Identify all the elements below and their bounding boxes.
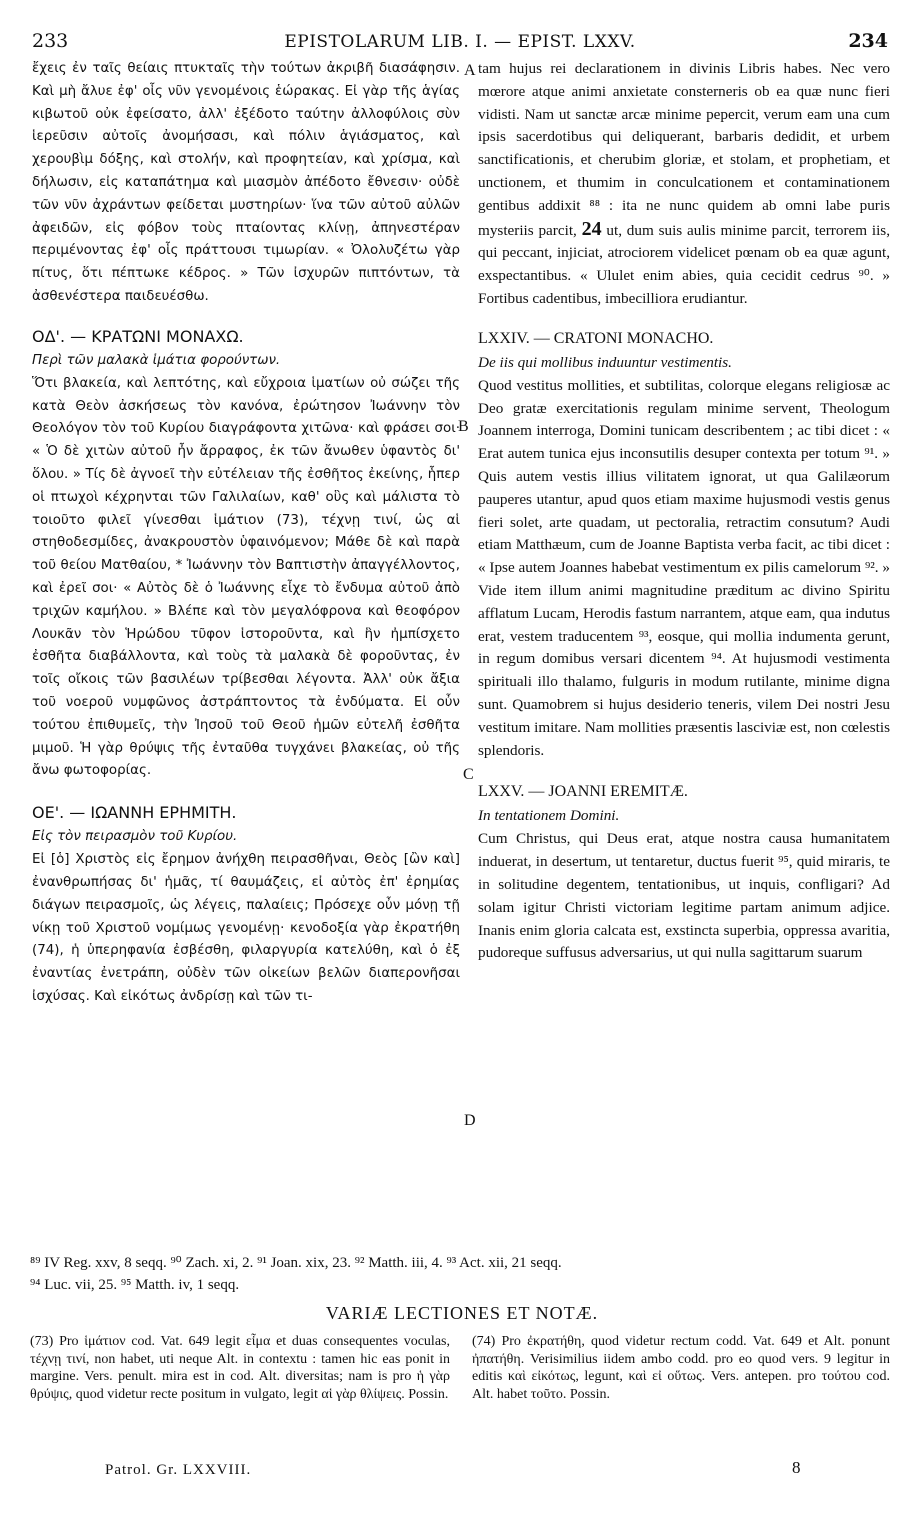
latin-letter-74: Quod vestitus mollities, et subtilitas, colorque elegans religiosæ ac Deo gratæ exercitationis regulam minime servent, Theologum Joannem interroga, Domini tunicam describentem ; ac tibi dicet : « Erat autem tunica ejus inconsutilis desuper contexta per totum ⁹¹. » Quis autem vestis illius vilitatem ignorat, ut qua Galilæorum pauperes utantur, apud quos etiam maxime hujusmodi vestis genus fieri solet, arte quadam, ut pectoralia, retractim consutum? Audi etiam Matthæum, cum de Joanne Baptista verba facit, ac tibi dicet : « Ipse autem Joannes habebat vestimentum ex pilis camelorum ⁹². » Vide item illum animi magnitudine præditum ac divino Spiritu afflatum Lucam, Herodis fastum narrantem, atque eam, qua indutus erat, vestem traducentem ⁹³, eosque, qui mollia indumenta gerunt, in regum domibus versari dicentem ⁹⁴. At hujusmodi vestimenta spirituali illo thalamo, fulguris in modum rutilante, minime digna sunt. Quamobrem si hujus desiderio teneris, vilem Dei nostri Jesu vestitum imitare. Nam mollities præsentis lasciviæ est, non cœlestis splendoris. — [478, 376, 890, 759]
note-74-text: (74) Pro ἐκρατήθη, quod videtur rectum codd. Vat. 649 et Alt. ponunt ἠπατήθη. Verisimilius iidem ambo codd. pro eo quod vers. 9 legitur in editis καὶ εἰκότως, legunt, καὶ εἰ οὕτως. Vers. antepen. pro τούτου cod. Alt. habet τοῦτο. Possin. — [472, 1334, 890, 1402]
latin-subtitle-74: De iis qui mollibus induuntur vestimentis. — [478, 353, 732, 371]
patrologia-signature: Patrol. Gr. LXXVIII. — [105, 1462, 252, 1478]
latin-intro-a: tam hujus rei declarationem in divinis Libris habes. Nec vero mœrore atque animi anxietate consterneris ob ea quæ nunc fieri vidisti. Nam ut sanctæ arcæ minime pepercit, verum eam una cum ipsis sacerdotibus qui deliquerant, barbaris dedidit, et urbem sanctificationis, et cherubim gloriæ, et stolam, et prophetiam, et unctionem, et thumim in conculcationem et contaminationem gentibus addixit ⁸⁸ : ita ne nunc quidem ab omni labe puris mysteriis parcit, — [478, 60, 890, 239]
latin-letter-75: Cum Christus, qui Deus erat, atque nostra causa humanitatem induerat, in desertum, ut tentaretur, ductus fuerit ⁹⁵, quid miraris, te in solitudine degentem, tentationibus, ut inquis, confligari? Ad solam igitur Christi victoriam legitime partam animum adjice. Inanis enim gloria calcata est, exstincta superbia, oppressa avaritia, pudoreque suffusus adversarius, ut qui nulla sagittarum suarum — [478, 830, 890, 962]
greek-letter-74: Ὅτι βλακεία, καὶ λεπτότης, καὶ εὔχροια ἱματίων οὐ σώζει τῆς κατὰ Θεὸν ἀσκήσεως τὸν κανόνα, ἐρώτησον Ἰωάννην τὸν Θεολόγον τὸν τοῦ Κυρίου διαγράφοντα χιτῶνα· καὶ φράσει σοι· « Ὁ δὲ χιτὼν αὐτοῦ ἦν ἄρραφος, ἐκ τῶν ἄνωθεν ὑφαντὸς δι' ὅλου. » Τίς δὲ ἀγνοεῖ τὴν εὐτέλειαν τῆς ἐσθῆτος ἐκείνης, ἧπερ οἱ πτωχοὶ κέχρηνται τῶν Γαλιλαίων, καθ' οὓς καὶ μάλιστα τὸ τοιοῦτο φιλεῖ γίνεσθαι ἱμάτιον (73), τέχνῃ τινί, ὡς αἱ στηθοδεσμίδες, ἀνακρουστὸν ὑφαινόμενον; Μάθε δὲ καὶ παρὰ τοῦ θείου Ματθαίου, * Ἰωάννην τὸν Βαπτιστὴν ἀπαγγέλλοντος, καὶ ἐρεῖ σοι· « Αὐτὸς δὲ ὁ Ἰωάννης εἶχε τὸ ἔνδυμα αὐτοῦ ἀπὸ τριχῶν καμήλου. » Βλέπε καὶ τὸν μεγαλόφρονα καὶ θεοφόρον Λουκᾶν τὸν Ἡρώδου τῦφον ἱστοροῦντα, καὶ ἣν ἠμπίσχετο ἐσθῆτα διαβάλλοντα, καὶ τοὺς τὰ μαλακὰ δὲ φοροῦντας, ἐν τοῖς οἴκοις τῶν βασιλέων τρίβεσθαι λέγοντα. Ἀλλ' οὐκ ἄξια τοῦ νοεροῦ νυμφῶνος ἀστράπτοντος τὰ ἐνδύματα. Εἰ οὖν τούτου ἐπιθυμεῖς, τὴν Ἰησοῦ τοῦ Θεοῦ ἡμῶν εὐτελῆ ἐσθῆτα μιμοῦ. Ἡ γὰρ θρύψις τῆς ἐνταῦθα τυγχάνει βλακείας, οὐ τῆς ἄνω φωτοφορίας. — [32, 375, 460, 779]
footnote-line-1: ⁸⁹ IV Reg. xxv, 8 seqq. ⁹⁰ Zach. xi, 2. ⁹¹ Joan. xix, 23. ⁹² Matth. iii, 4. ⁹³ Act. xii, 21 seqq. — [30, 1255, 562, 1271]
margin-letter-a: A — [464, 62, 476, 79]
running-title: EPISTOLARUM LIB. I. — EPIST. LXXV. — [284, 32, 636, 52]
latin-column — [478, 58, 890, 965]
column-number: 24 — [581, 217, 602, 240]
latin-intro — [478, 58, 890, 311]
page-number-left: 233 — [32, 30, 69, 52]
latin-heading-75: LXXV. — JOANNI EREMITÆ. — [478, 783, 688, 801]
greek-subtitle-74: Περὶ τῶν μαλακὰ ἱμάτια φορούντων. — [32, 352, 281, 368]
note-74 — [472, 1333, 890, 1403]
note-73-text: (73) Pro ἱμάτιον cod. Vat. 649 legit εἶμα et duas consequentes voculas, τέχνῃ τινί, non habet, uti neque Alt. in contextu : tamen hic eas ponit in margine. Vers. penult. mira est in cod. Alt. diversitas; nam is pro ἡ γὰρ θρύψις, quod videtur recte positum in vulgato, legit αἱ γὰρ θλίψεις. Possin. — [30, 1334, 450, 1402]
variae-title: VARIÆ LECTIONES ET NOTÆ. — [325, 1303, 599, 1323]
greek-subtitle-75: Εἰς τὸν πειρασμὸν τοῦ Κυρίου. — [32, 829, 238, 845]
note-73 — [30, 1333, 450, 1403]
greek-heading-75: ΟΕ'. — ΙΩΑΝΝΗ ΕΡΗΜΙΤΗ. — [32, 803, 237, 823]
latin-intro-b: ut, dum suis aulis minime parcit, terrorem iis, qui peccant, injiciat, atrociorem videlicet pœnam ob ea quæ agunt, exspectantibus. « Ululet enim abies, quia cecidit cedrus ⁹⁰. » Fortibus cadentibus, imbecilliora erudiantur. — [478, 221, 890, 307]
greek-intro: ἔχεις ἐν ταῖς θείαις πτυκταῖς τὴν τούτων ἀκριβῆ διασάφησιν. Καὶ μὴ ἄλυε ἐφ' οἷς νῦν γενομένοις ἑώρακας. Εἰ γὰρ τῆς ἁγίας κιβωτοῦ οὐκ ἐφείσατο, ἀλλ' ἐξέδοτο ταύτην ἀλλοφύλοις σὺν ἱερεῦσιν αὐτοῖς ἀνομήσασι, καὶ πόλιν ἁγιάσματος, καὶ χερουβὶμ δόξης, καὶ στολήν, καὶ προφητείαν, καὶ χρίσμα, καὶ δήλωσιν, εἰς καταπάτημα καὶ μιασμὸν ἀπέδοτο ἔθνεσιν· οὐδὲ τῶν νῦν ἀχράντων φείδεται μυστηρίων· ἵνα τῶν αὐτοῦ αὐλῶν ἀφειδῶν, εἰς φόβον τοὺς πταίοντας κλίνῃ, ἀπηνεστέραν περιμένοντας ἐφ' οἷς πράττουσι τιμωρίαν. « Ὀλολυζέτω γὰρ πίτυς, ὅτι πέπτωκε κέδρος. » Τῶν ἰσχυρῶν πιπτόντων, τὰ ἀσθενέστερα παιδευέσθω. — [32, 61, 460, 304]
margin-letter-d: D — [464, 1112, 476, 1129]
greek-letter-75: Εἰ [ὁ] Χριστὸς εἰς ἔρημον ἀνήχθη πειρασθῆναι, Θεὸς [ὢν καὶ] ἐνανθρωπήσας δι' ἡμᾶς, τί θαυμάζεις, εἰ αὐτὸς ἐπ' ἐρημίας διάγων πειρασμοῖς, ὡς λέγεις, παλαίεις; Πρόσεχε οὖν μόνῃ τῇ νίκῃ τοῦ Χριστοῦ νομίμως γενομένῃ· κενοδοξία γὰρ ἐκρατήθη (74), ἡ ὑπερηφανία ἐσβέσθη, φιλαργυρία κατελύθη, καὶ ὁ ἐξ ἐναντίας ἐνετράπη, οὐδὲν τῶν οἰκείων βελῶν διαπερονῆσαι ἰσχύσας. Καὶ εἰκότως ἀνδρίσῃ καὶ τῶν τι- — [32, 852, 460, 1004]
footnote-line-2: ⁹⁴ Luc. vii, 25. ⁹⁵ Matth. iv, 1 seqq. — [30, 1277, 240, 1293]
scripture-footnotes — [30, 1252, 894, 1296]
margin-letter-c: C — [463, 766, 474, 783]
page-header — [32, 30, 888, 54]
latin-heading-74: LXXIV. — CRATONI MONACHO. — [478, 329, 714, 347]
greek-column — [32, 58, 460, 1009]
greek-heading-74: ΟΔ'. — ΚΡΑΤΩΝΙ ΜΟΝΑΧΩ. — [32, 326, 244, 346]
gathering-number: 8 — [792, 1458, 801, 1477]
latin-subtitle-75: In tentationem Domini. — [478, 807, 620, 825]
page-number-right: 234 — [848, 30, 888, 52]
margin-letter-b: B — [458, 418, 469, 435]
